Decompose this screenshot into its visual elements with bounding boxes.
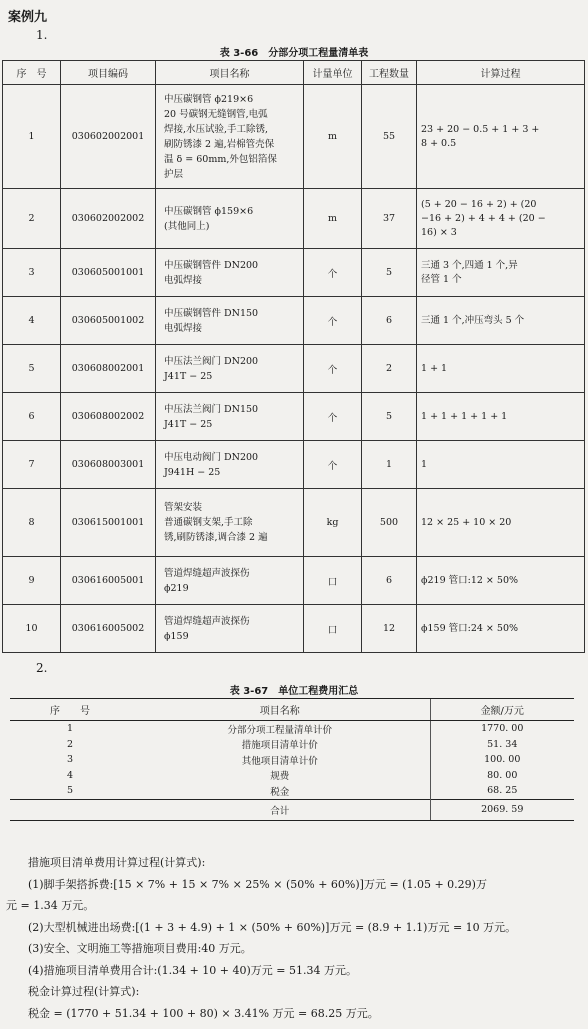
cell-qty: 6 [362, 557, 417, 605]
cell-no: 3 [3, 249, 61, 297]
cell-code: 030615001001 [61, 489, 156, 557]
cell-calc-line: ϕ219 管口:12 × 50% [421, 574, 519, 586]
cell-code: 030616005001 [61, 557, 156, 605]
calc-line: (2)大型机械进出场费:[(1 + 3 + 4.9) + 1 × (50% + 60%)]万元 = (8.9 + 1.1)万元 = 10 万元。 [28, 920, 517, 934]
cell-calc [417, 249, 585, 297]
calculation-text [6, 852, 584, 1024]
cell-calc-line: 1 [421, 458, 428, 470]
table-row [10, 768, 574, 784]
cell-amount: 80. 00 [430, 768, 574, 784]
header-code: 项目编码 [61, 61, 156, 85]
total-label: 合计 [130, 799, 430, 820]
cell-unit: 个 [304, 249, 362, 297]
cell-no: 7 [3, 441, 61, 489]
table-header-row [3, 61, 585, 85]
cell-name: 税金 [270, 786, 290, 798]
cell-name-line: 中压碳钢管 ϕ219×6 [164, 93, 254, 105]
header-unit: 计量单位 [304, 61, 362, 85]
header-name: 项目名称 [130, 699, 430, 721]
table-row [10, 737, 574, 753]
cell-unit: 个 [304, 441, 362, 489]
cell-amount: 100. 00 [430, 752, 574, 768]
header-no: 序 号 [10, 699, 130, 721]
cell-code: 030608002002 [61, 393, 156, 441]
table-row [3, 345, 585, 393]
cell-qty: 5 [362, 393, 417, 441]
cell-name: 措施项目清单计价 [241, 740, 318, 752]
cell-qty: 37 [362, 189, 417, 249]
table-row [10, 721, 574, 737]
table-row [3, 249, 585, 297]
cell-name-line: 管道焊缝超声波探伤 [164, 567, 250, 579]
cell-calc [417, 393, 585, 441]
cell-unit: 个 [304, 297, 362, 345]
cell-name [156, 393, 304, 441]
header-qty: 工程数量 [362, 61, 417, 85]
cell-name-line: 中压碳钢管件 DN150 [164, 307, 259, 319]
cell-calc [417, 557, 585, 605]
cell-calc-line: 1 + 1 + 1 + 1 + 1 [421, 410, 508, 422]
cell-name [156, 189, 304, 249]
measure-title: 措施项目清单费用计算过程(计算式): [28, 856, 206, 869]
table-row [3, 189, 585, 249]
cell-calc [417, 297, 585, 345]
cell-unit: kg [304, 489, 362, 557]
table-row [3, 393, 585, 441]
cell-name-line: ϕ219 [164, 582, 189, 594]
cell-calc-line: (5 + 20 − 16 + 2) + (20 [421, 198, 537, 210]
cell-no: 2 [66, 738, 74, 750]
cell-name-line: 中压电动阀门 DN200 [164, 451, 259, 463]
cell-name [156, 249, 304, 297]
header-no: 序 号 [3, 61, 61, 85]
cell-calc-line: 23 + 20 − 0.5 + 1 + 3 + [421, 123, 540, 135]
tax-title: 税金计算过程(计算式): [28, 985, 140, 998]
cell-name [156, 345, 304, 393]
header-calc: 计算过程 [417, 61, 585, 85]
cell-qty: 500 [362, 489, 417, 557]
cell-qty: 2 [362, 345, 417, 393]
cell-amount: 51. 34 [430, 737, 574, 753]
cell-name: 分部分项工程量清单计价 [227, 724, 332, 736]
cell-name [156, 85, 304, 189]
cell-qty: 12 [362, 605, 417, 653]
cell-no: 4 [66, 769, 74, 781]
cell-calc [417, 85, 585, 189]
table-row [3, 441, 585, 489]
cell-calc [417, 441, 585, 489]
cell-empty [10, 799, 130, 820]
cell-qty: 1 [362, 441, 417, 489]
cell-qty: 55 [362, 85, 417, 189]
cell-name-line: 焊接,水压试验,手工除锈, [164, 123, 269, 135]
cell-code: 030602002002 [61, 189, 156, 249]
total-row [10, 799, 574, 820]
cell-calc-line: 三通 1 个,冲压弯头 5 个 [421, 314, 525, 326]
cell-calc-line: 8 + 0.5 [421, 137, 457, 149]
cell-no: 1 [3, 85, 61, 189]
cell-name-line: J941H − 25 [164, 466, 221, 478]
cell-amount: 1770. 00 [430, 721, 574, 737]
cell-no: 8 [3, 489, 61, 557]
cell-name-line: ϕ159 [164, 630, 189, 642]
cell-no: 3 [66, 754, 74, 766]
cell-name-line: 护层 [164, 168, 184, 180]
cell-calc-line: −16 + 2) + 4 + 4 + (20 − [421, 212, 546, 224]
cell-name [156, 605, 304, 653]
cell-name-line: 中压碳钢管 ϕ159×6 [164, 205, 254, 217]
table-row [10, 783, 574, 799]
bill-of-quantities-table [2, 60, 585, 653]
header-name: 项目名称 [156, 61, 304, 85]
table-row [3, 297, 585, 345]
cell-name-line: J41T − 25 [164, 370, 213, 382]
cell-name-line: 管架安装 [164, 502, 203, 513]
header-amount: 金额/万元 [430, 699, 574, 721]
cell-no: 1 [66, 723, 74, 735]
cell-name-line: 刷防锈漆 2 遍,岩棉管壳保 [164, 138, 275, 150]
table-row [3, 85, 585, 189]
cell-calc-line: 径管 1 个 [421, 273, 462, 285]
cell-unit: 个 [304, 393, 362, 441]
table-row [10, 752, 574, 768]
total-amount: 2069. 59 [430, 799, 574, 820]
table-row [3, 605, 585, 653]
cell-name [156, 557, 304, 605]
cell-no: 5 [66, 785, 74, 797]
cell-name-line: 锈,刷防锈漆,调合漆 2 遍 [164, 532, 268, 543]
tax-line: 税金 = (1770 + 51.34 + 100 + 80) × 3.41% 万元 = 68.25 万元。 [28, 1006, 379, 1020]
cell-name: 其他项目清单计价 [241, 755, 318, 767]
cell-name [156, 489, 304, 557]
cell-no: 2 [3, 189, 61, 249]
cell-code: 030608003001 [61, 441, 156, 489]
cell-no: 10 [3, 605, 61, 653]
cost-summary-table [10, 698, 574, 821]
cell-name-line: 20 号碳钢无缝钢管,电弧 [164, 108, 268, 120]
calc-line: (1)脚手架搭拆费:[15 × 7% + 15 × 7% × 25% × (50% + 60%)]万元 = (1.05 + 0.29)万 [28, 877, 487, 891]
case-title: 案例九 [8, 10, 48, 25]
section-number: 1. [36, 28, 48, 42]
cell-code: 030608002001 [61, 345, 156, 393]
cell-name: 规费 [270, 771, 290, 783]
calc-line: (3)安全、文明施工等措施项目费用:40 万元。 [28, 942, 252, 955]
section-number: 2. [36, 661, 48, 675]
cell-qty: 5 [362, 249, 417, 297]
cell-code: 030605001001 [61, 249, 156, 297]
cell-calc-line: 16) × 3 [421, 226, 457, 238]
cell-amount: 68. 25 [430, 783, 574, 799]
cell-calc-line: 三通 3 个,四通 1 个,异 [421, 259, 518, 271]
cell-no: 9 [3, 557, 61, 605]
cell-unit: 个 [304, 345, 362, 393]
calc-line: (4)措施项目清单费用合计:(1.34 + 10 + 40)万元 = 51.34 万元。 [28, 963, 357, 977]
cell-no: 6 [3, 393, 61, 441]
table-caption: 表 3-66 分部分项工程量清单表 [219, 48, 369, 59]
table-header-row [10, 699, 574, 721]
cell-unit: 口 [304, 605, 362, 653]
cell-calc-line: ϕ159 管口:24 × 50% [421, 622, 519, 634]
cell-name-line: 普通碳钢支架,手工除 [164, 517, 253, 528]
cell-calc [417, 189, 585, 249]
cell-unit: 口 [304, 557, 362, 605]
cell-calc-line: 12 × 25 + 10 × 20 [421, 516, 512, 528]
table-caption: 表 3-67 单位工程费用汇总 [229, 686, 359, 697]
cell-name-line: 中压碳钢管件 DN200 [164, 259, 259, 271]
cell-name [156, 297, 304, 345]
cell-qty: 6 [362, 297, 417, 345]
cell-name [156, 441, 304, 489]
table-row [3, 557, 585, 605]
cell-name-line: 电弧焊接 [164, 322, 203, 334]
cell-calc [417, 345, 585, 393]
cell-code: 030602002001 [61, 85, 156, 189]
cell-unit: m [304, 189, 362, 249]
cell-name-line: (其他同上) [164, 220, 210, 232]
cell-unit: m [304, 85, 362, 189]
cell-no: 5 [3, 345, 61, 393]
cell-code: 030616005002 [61, 605, 156, 653]
cell-name-line: J41T − 25 [164, 418, 213, 430]
cell-name-line: 电弧焊接 [164, 274, 203, 286]
cell-name-line: 中压法兰阀门 DN150 [164, 403, 259, 415]
cell-name-line: 中压法兰阀门 DN200 [164, 355, 259, 367]
cell-calc-line: 1 + 1 [421, 362, 448, 374]
cell-calc [417, 489, 585, 557]
calc-line: 元 = 1.34 万元。 [6, 899, 95, 912]
table-row [3, 489, 585, 557]
cell-name-line: 管道焊缝超声波探伤 [164, 615, 250, 627]
cell-code: 030605001002 [61, 297, 156, 345]
cell-calc [417, 605, 585, 653]
cell-no: 4 [3, 297, 61, 345]
cell-name-line: 温 δ = 60mm,外包铝箔保 [164, 153, 277, 165]
